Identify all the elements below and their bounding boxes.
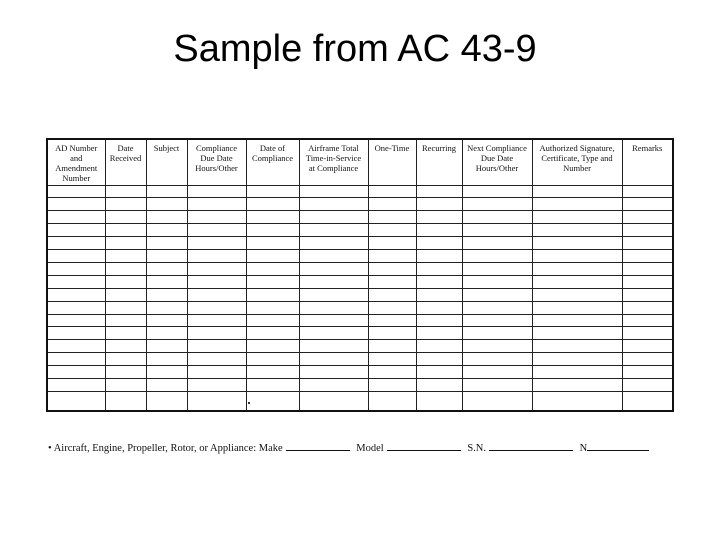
table-cell[interactable] xyxy=(246,198,299,211)
table-cell[interactable] xyxy=(368,288,416,301)
table-cell[interactable] xyxy=(622,327,673,340)
table-cell[interactable] xyxy=(416,237,462,250)
table-cell[interactable] xyxy=(105,392,146,412)
table-cell[interactable] xyxy=(299,366,368,379)
table-cell[interactable] xyxy=(146,275,187,288)
scan-speck xyxy=(248,402,250,404)
form-body xyxy=(47,185,673,411)
table-cell[interactable] xyxy=(368,353,416,366)
table-cell[interactable] xyxy=(532,211,622,224)
table-cell[interactable] xyxy=(622,250,673,263)
table-cell[interactable] xyxy=(187,340,246,353)
table-cell[interactable] xyxy=(622,314,673,327)
table-cell[interactable] xyxy=(47,185,105,198)
model-blank[interactable] xyxy=(387,440,461,451)
table-cell[interactable] xyxy=(105,314,146,327)
table-cell[interactable] xyxy=(105,211,146,224)
table-cell[interactable] xyxy=(246,392,299,412)
table-row xyxy=(47,224,673,237)
table-cell[interactable] xyxy=(47,275,105,288)
table-cell[interactable] xyxy=(47,392,105,412)
table-cell[interactable] xyxy=(187,185,246,198)
table-cell[interactable] xyxy=(47,327,105,340)
table-cell[interactable] xyxy=(187,198,246,211)
table-cell[interactable] xyxy=(187,314,246,327)
table-cell[interactable] xyxy=(532,314,622,327)
table-cell[interactable] xyxy=(622,288,673,301)
table-cell[interactable] xyxy=(622,211,673,224)
table-cell[interactable] xyxy=(462,211,532,224)
table-cell[interactable] xyxy=(187,250,246,263)
table-cell[interactable] xyxy=(146,250,187,263)
table-cell[interactable] xyxy=(299,198,368,211)
table-cell[interactable] xyxy=(462,392,532,412)
col-header-next-compliance: Next Compliance Due Date Hours/Other xyxy=(462,139,532,185)
table-cell[interactable] xyxy=(462,353,532,366)
table-row xyxy=(47,185,673,198)
table-cell[interactable] xyxy=(47,366,105,379)
table-cell[interactable] xyxy=(462,314,532,327)
table-cell[interactable] xyxy=(47,379,105,392)
table-cell[interactable] xyxy=(47,224,105,237)
table-cell[interactable] xyxy=(368,327,416,340)
col-header-recurring: Recurring xyxy=(416,139,462,185)
table-cell[interactable] xyxy=(187,262,246,275)
table-cell[interactable] xyxy=(368,301,416,314)
table-cell[interactable] xyxy=(105,340,146,353)
table-cell[interactable] xyxy=(299,314,368,327)
table-cell[interactable] xyxy=(299,288,368,301)
table-cell[interactable] xyxy=(246,366,299,379)
table-cell[interactable] xyxy=(299,262,368,275)
table-row xyxy=(47,211,673,224)
table-cell[interactable] xyxy=(105,301,146,314)
table-cell[interactable] xyxy=(299,224,368,237)
table-cell[interactable] xyxy=(416,379,462,392)
table-cell[interactable] xyxy=(187,392,246,412)
table-cell[interactable] xyxy=(299,275,368,288)
table-cell[interactable] xyxy=(416,185,462,198)
table-cell[interactable] xyxy=(532,262,622,275)
table-cell[interactable] xyxy=(532,288,622,301)
table-row xyxy=(47,340,673,353)
table-cell[interactable] xyxy=(622,353,673,366)
table-cell[interactable] xyxy=(532,379,622,392)
table-row xyxy=(47,250,673,263)
table-cell[interactable] xyxy=(146,237,187,250)
table-cell[interactable] xyxy=(299,353,368,366)
col-header-date-of-compliance: Date of Compliance xyxy=(246,139,299,185)
table-cell[interactable] xyxy=(246,224,299,237)
table-cell[interactable] xyxy=(368,340,416,353)
table-cell[interactable] xyxy=(105,250,146,263)
table-cell[interactable] xyxy=(105,185,146,198)
table-cell[interactable] xyxy=(532,301,622,314)
table-cell[interactable] xyxy=(187,288,246,301)
table-cell[interactable] xyxy=(47,198,105,211)
table-cell[interactable] xyxy=(532,224,622,237)
table-cell[interactable] xyxy=(416,275,462,288)
table-cell[interactable] xyxy=(462,288,532,301)
table-cell[interactable] xyxy=(146,198,187,211)
table-cell[interactable] xyxy=(47,301,105,314)
table-cell[interactable] xyxy=(246,379,299,392)
table-row xyxy=(47,275,673,288)
header-row xyxy=(47,139,673,185)
table-cell[interactable] xyxy=(622,185,673,198)
table-cell[interactable] xyxy=(416,366,462,379)
table-cell[interactable] xyxy=(246,275,299,288)
table-cell[interactable] xyxy=(462,224,532,237)
table-cell[interactable] xyxy=(622,392,673,412)
table-cell[interactable] xyxy=(47,237,105,250)
table-cell[interactable] xyxy=(416,250,462,263)
sn-label: S.N. xyxy=(467,443,487,454)
table-cell[interactable] xyxy=(246,250,299,263)
table-cell[interactable] xyxy=(146,288,187,301)
table-cell[interactable] xyxy=(416,314,462,327)
table-cell[interactable] xyxy=(532,327,622,340)
table-cell[interactable] xyxy=(532,237,622,250)
table-cell[interactable] xyxy=(47,211,105,224)
table-cell[interactable] xyxy=(462,262,532,275)
footer-prefix: • Aircraft, Engine, Propeller, Rotor, or Appliance: xyxy=(48,443,257,454)
table-cell[interactable] xyxy=(416,224,462,237)
table-cell[interactable] xyxy=(47,288,105,301)
table-cell[interactable] xyxy=(299,340,368,353)
table-cell[interactable] xyxy=(416,198,462,211)
table-cell[interactable] xyxy=(187,275,246,288)
col-header-authorized-signature: Authorized Signature, Certificate, Type and Number xyxy=(532,139,622,185)
table-cell[interactable] xyxy=(368,185,416,198)
table-cell[interactable] xyxy=(368,211,416,224)
table-cell[interactable] xyxy=(105,198,146,211)
table-cell[interactable] xyxy=(416,392,462,412)
table-cell[interactable] xyxy=(622,262,673,275)
table-cell[interactable] xyxy=(105,275,146,288)
table-cell[interactable] xyxy=(622,224,673,237)
table-cell[interactable] xyxy=(416,340,462,353)
col-header-compliance-due-date: Compliance Due Date Hours/Other xyxy=(187,139,246,185)
table-cell[interactable] xyxy=(105,327,146,340)
table-cell[interactable] xyxy=(246,301,299,314)
table-row xyxy=(47,327,673,340)
table-cell[interactable] xyxy=(368,314,416,327)
table-cell[interactable] xyxy=(368,237,416,250)
table-cell[interactable] xyxy=(532,250,622,263)
table-row xyxy=(47,198,673,211)
table-cell[interactable] xyxy=(47,262,105,275)
table-cell[interactable] xyxy=(416,211,462,224)
table-row xyxy=(47,353,673,366)
table-cell[interactable] xyxy=(368,366,416,379)
table-cell[interactable] xyxy=(299,301,368,314)
table-cell[interactable] xyxy=(368,379,416,392)
table-cell[interactable] xyxy=(416,301,462,314)
sn-blank[interactable] xyxy=(489,440,573,451)
table-cell[interactable] xyxy=(532,366,622,379)
table-row xyxy=(47,301,673,314)
table-cell[interactable] xyxy=(105,353,146,366)
table-cell[interactable] xyxy=(368,262,416,275)
table-cell[interactable] xyxy=(105,366,146,379)
table-row xyxy=(47,392,673,412)
table-cell[interactable] xyxy=(105,224,146,237)
table-cell[interactable] xyxy=(105,262,146,275)
table-cell[interactable] xyxy=(532,198,622,211)
table-cell[interactable] xyxy=(532,392,622,412)
table-cell[interactable] xyxy=(462,237,532,250)
table-cell[interactable] xyxy=(622,379,673,392)
table-cell[interactable] xyxy=(368,198,416,211)
table-cell[interactable] xyxy=(47,353,105,366)
table-cell[interactable] xyxy=(146,366,187,379)
table-cell[interactable] xyxy=(462,301,532,314)
table-cell[interactable] xyxy=(246,237,299,250)
table-cell[interactable] xyxy=(462,379,532,392)
n-blank[interactable] xyxy=(587,440,649,451)
table-row xyxy=(47,314,673,327)
table-cell[interactable] xyxy=(532,185,622,198)
table-cell[interactable] xyxy=(299,327,368,340)
table-cell[interactable] xyxy=(368,392,416,412)
table-cell[interactable] xyxy=(187,301,246,314)
table-cell[interactable] xyxy=(462,327,532,340)
table-row xyxy=(47,366,673,379)
table-cell[interactable] xyxy=(105,379,146,392)
table-cell[interactable] xyxy=(368,275,416,288)
table-cell[interactable] xyxy=(622,237,673,250)
table-cell[interactable] xyxy=(462,198,532,211)
table-cell[interactable] xyxy=(299,392,368,412)
table-cell[interactable] xyxy=(187,366,246,379)
table-cell[interactable] xyxy=(47,250,105,263)
make-label: Make xyxy=(258,443,283,454)
table-cell[interactable] xyxy=(299,237,368,250)
n-label: N xyxy=(579,443,588,454)
table-cell[interactable] xyxy=(416,262,462,275)
col-header-remarks: Remarks xyxy=(622,139,673,185)
col-header-airframe-total-time: Airframe Total Time-in-Service at Compliance xyxy=(299,139,368,185)
table-cell[interactable] xyxy=(246,185,299,198)
table-cell[interactable] xyxy=(105,237,146,250)
table-cell[interactable] xyxy=(368,224,416,237)
table-cell[interactable] xyxy=(299,250,368,263)
table-cell[interactable] xyxy=(187,211,246,224)
table-cell[interactable] xyxy=(246,211,299,224)
table-cell[interactable] xyxy=(146,224,187,237)
col-header-date-received: Date Received xyxy=(105,139,146,185)
table-cell[interactable] xyxy=(146,211,187,224)
table-cell[interactable] xyxy=(146,185,187,198)
table-cell[interactable] xyxy=(246,288,299,301)
table-cell[interactable] xyxy=(462,275,532,288)
table-cell[interactable] xyxy=(146,353,187,366)
col-header-ad-number: AD Number and Amendment Number xyxy=(47,139,105,185)
model-label: Model xyxy=(356,443,384,454)
table-cell[interactable] xyxy=(462,340,532,353)
table-cell[interactable] xyxy=(532,353,622,366)
table-cell[interactable] xyxy=(462,366,532,379)
table-cell[interactable] xyxy=(146,301,187,314)
table-cell[interactable] xyxy=(246,340,299,353)
table-cell[interactable] xyxy=(622,366,673,379)
table-cell[interactable] xyxy=(299,211,368,224)
table-cell[interactable] xyxy=(622,340,673,353)
table-cell[interactable] xyxy=(416,353,462,366)
col-header-subject: Subject xyxy=(146,139,187,185)
slide-title: Sample from AC 43-9 xyxy=(173,28,537,70)
table-cell[interactable] xyxy=(622,198,673,211)
table-cell[interactable] xyxy=(622,301,673,314)
table-cell[interactable] xyxy=(299,185,368,198)
table-cell[interactable] xyxy=(146,379,187,392)
table-cell[interactable] xyxy=(146,392,187,412)
table-cell[interactable] xyxy=(622,275,673,288)
table-cell[interactable] xyxy=(146,314,187,327)
table-cell[interactable] xyxy=(47,314,105,327)
table-cell[interactable] xyxy=(146,340,187,353)
table-cell[interactable] xyxy=(532,275,622,288)
table-cell[interactable] xyxy=(246,353,299,366)
table-cell[interactable] xyxy=(187,353,246,366)
make-blank[interactable] xyxy=(286,440,350,451)
table-cell[interactable] xyxy=(187,237,246,250)
table-cell[interactable] xyxy=(146,262,187,275)
table-cell[interactable] xyxy=(246,314,299,327)
table-cell[interactable] xyxy=(299,379,368,392)
table-cell[interactable] xyxy=(368,250,416,263)
table-cell[interactable] xyxy=(462,250,532,263)
table-cell[interactable] xyxy=(462,185,532,198)
table-cell[interactable] xyxy=(187,327,246,340)
footer-identification-line xyxy=(48,440,688,454)
table-cell[interactable] xyxy=(105,288,146,301)
table-cell[interactable] xyxy=(416,288,462,301)
ad-compliance-record-table xyxy=(46,138,674,412)
table-cell[interactable] xyxy=(146,327,187,340)
table-row xyxy=(47,237,673,250)
table-cell[interactable] xyxy=(187,379,246,392)
table-cell[interactable] xyxy=(532,340,622,353)
table-cell[interactable] xyxy=(47,340,105,353)
table-cell[interactable] xyxy=(246,327,299,340)
table-row xyxy=(47,288,673,301)
col-header-one-time: One-Time xyxy=(368,139,416,185)
table-cell[interactable] xyxy=(187,224,246,237)
table-cell[interactable] xyxy=(246,262,299,275)
table-cell[interactable] xyxy=(416,327,462,340)
table-row xyxy=(47,262,673,275)
table-row xyxy=(47,379,673,392)
